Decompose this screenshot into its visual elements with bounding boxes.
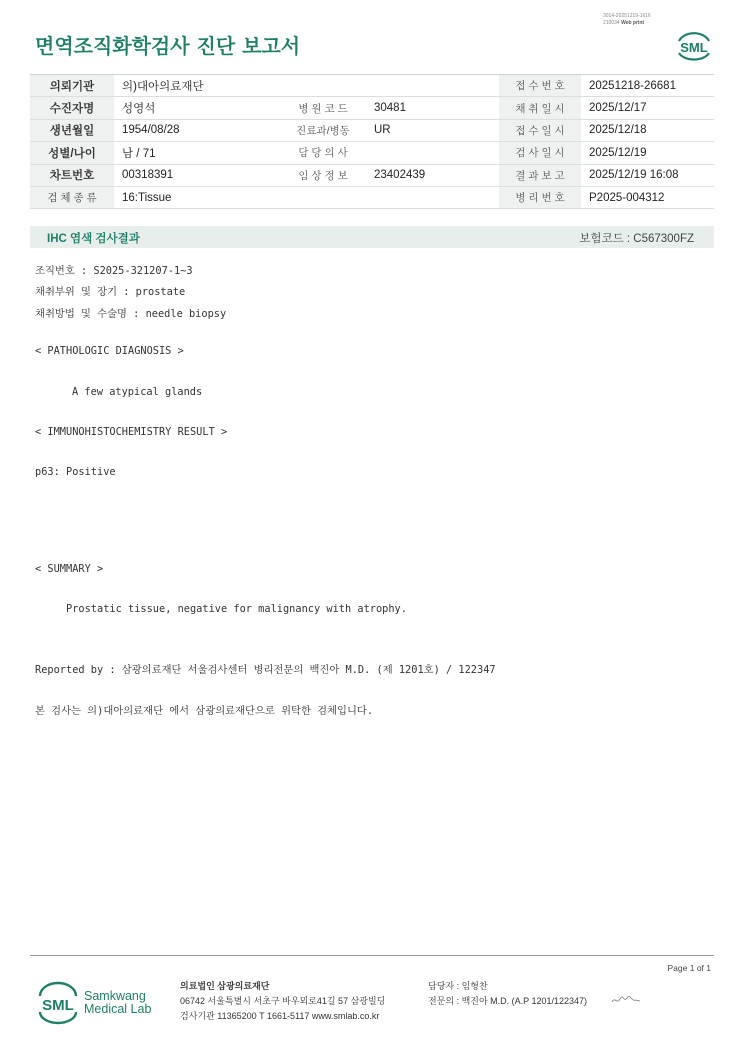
footer-logo-text: SML — [42, 997, 74, 1014]
ihc-result-header: < IMMUNOHISTOCHEMISTRY RESULT > — [35, 426, 228, 438]
label-department: 진료과/병동 — [280, 119, 366, 141]
info-row-specimen — [30, 186, 714, 208]
referral-note: 본 검사는 의)대아의료재단 에서 삼광의료재단으로 위탁한 검체입니다. — [35, 705, 374, 717]
value-pathology-no: P2025-004312 — [581, 186, 714, 208]
info-row-sex-age — [30, 142, 714, 164]
summary-text: Prostatic tissue, negative for malignancy with atrophy. — [66, 603, 407, 615]
label-institution: 의뢰기관 — [30, 75, 114, 97]
print-code-id: 210034 — [603, 20, 620, 26]
footer-staff-info — [428, 979, 587, 1009]
value-clinical-info: 23402439 — [366, 164, 499, 186]
footer-org-info — [180, 979, 385, 1024]
footer-brand — [84, 990, 151, 1016]
value-collection-date: 2025/12/17 — [581, 97, 714, 119]
diagnosis-header: < PATHOLOGIC DIAGNOSIS > — [35, 345, 184, 357]
manager: 담당자 : 임형찬 — [428, 981, 488, 991]
org-address: 06742 서울특별시 서초구 바우뫼로41길 57 삼광빌딩 — [180, 996, 386, 1006]
print-code — [603, 13, 651, 27]
org-name: 의료법인 삼광의료재단 — [180, 981, 270, 991]
reported-by: Reported by : 삼광의료재단 서울검사센터 병리전문의 백진아 M.D. (제 1201호) / 122347 — [35, 664, 496, 676]
patient-info-table — [30, 74, 714, 209]
label-receipt-no: 접 수 번 호 — [499, 75, 581, 97]
label-hospital-code: 병 원 코 드 — [280, 97, 366, 119]
label-sex-age: 성별/나이 — [30, 142, 114, 164]
org-contact: 검사기관 11365200 T 1661-5117 www.smlab.co.kr — [180, 1011, 380, 1021]
insurance-code: 보험코드 : C567300FZ — [579, 233, 694, 245]
value-sex-age: 남 / 71 — [114, 142, 280, 164]
value-chart-no: 00318391 — [114, 164, 280, 186]
sml-logo-icon — [674, 27, 714, 63]
value-test-date: 2025/12/19 — [581, 142, 714, 164]
specialist: 전문의 : 백진아 M.D. (A.P 1201/122347) — [428, 996, 588, 1006]
print-code-line1: 3014-20251219-1616 — [603, 13, 651, 19]
label-pathology-no: 병 리 번 호 — [499, 186, 581, 208]
info-row-birth — [30, 119, 714, 141]
summary-header: < SUMMARY > — [35, 563, 104, 575]
ihc-section-title: IHC 염색 검사결과 — [47, 233, 140, 245]
collection-site: 채취부위 및 장기 : prostate — [35, 286, 186, 298]
value-department: UR — [366, 119, 499, 141]
label-result-report: 결 과 보 고 — [499, 164, 581, 186]
label-test-date: 검 사 일 시 — [499, 142, 581, 164]
footer-divider — [30, 955, 714, 956]
value-result-report: 2025/12/19 16:08 — [581, 164, 714, 186]
info-row-patient — [30, 97, 714, 119]
diagnosis-text: A few atypical glands — [72, 386, 203, 398]
label-patient-name: 수진자명 — [30, 97, 114, 119]
label-collection-date: 채 취 일 시 — [499, 97, 581, 119]
brand-line2: Medical Lab — [84, 1002, 152, 1016]
web-print-label: Web print — [621, 20, 645, 26]
value-receipt-no: 20251218-26681 — [581, 75, 714, 97]
value-birth-date: 1954/08/28 — [114, 119, 280, 141]
value-physician — [366, 142, 499, 164]
value-patient-name: 성영석 — [114, 97, 280, 119]
page-indicator: Page 1 of 1 — [667, 963, 711, 973]
sml-logo-text: SML — [680, 40, 708, 55]
ihc-section-bar — [30, 226, 714, 248]
label-physician: 담 당 의 사 — [280, 142, 366, 164]
label-receipt-date: 접 수 일 시 — [499, 119, 581, 141]
label-birth-date: 생년월일 — [30, 119, 114, 141]
signature-icon — [610, 993, 642, 1007]
print-code-line2 — [603, 20, 651, 27]
label-chart-no: 차트번호 — [30, 164, 114, 186]
value-specimen-type: 16:Tissue — [114, 186, 499, 208]
samkwang-logo-icon — [36, 980, 80, 1026]
value-receipt-date: 2025/12/18 — [581, 119, 714, 141]
label-clinical-info: 임 상 정 보 — [280, 164, 366, 186]
value-hospital-code: 30481 — [366, 97, 499, 119]
label-specimen-type: 검 체 종 류 — [30, 186, 114, 208]
report-title: 면역조직화학검사 진단 보고서 — [35, 34, 301, 58]
value-institution: 의)대아의료재단 — [114, 75, 499, 97]
tissue-number: 조직번호 : S2025-321207-1~3 — [35, 265, 193, 277]
info-row-chart — [30, 164, 714, 186]
ihc-result-p63: p63: Positive — [35, 466, 116, 478]
info-row-institution — [30, 75, 714, 97]
brand-line1: Samkwang — [84, 989, 146, 1003]
collection-method: 채취방법 및 수술명 : needle biopsy — [35, 308, 227, 320]
